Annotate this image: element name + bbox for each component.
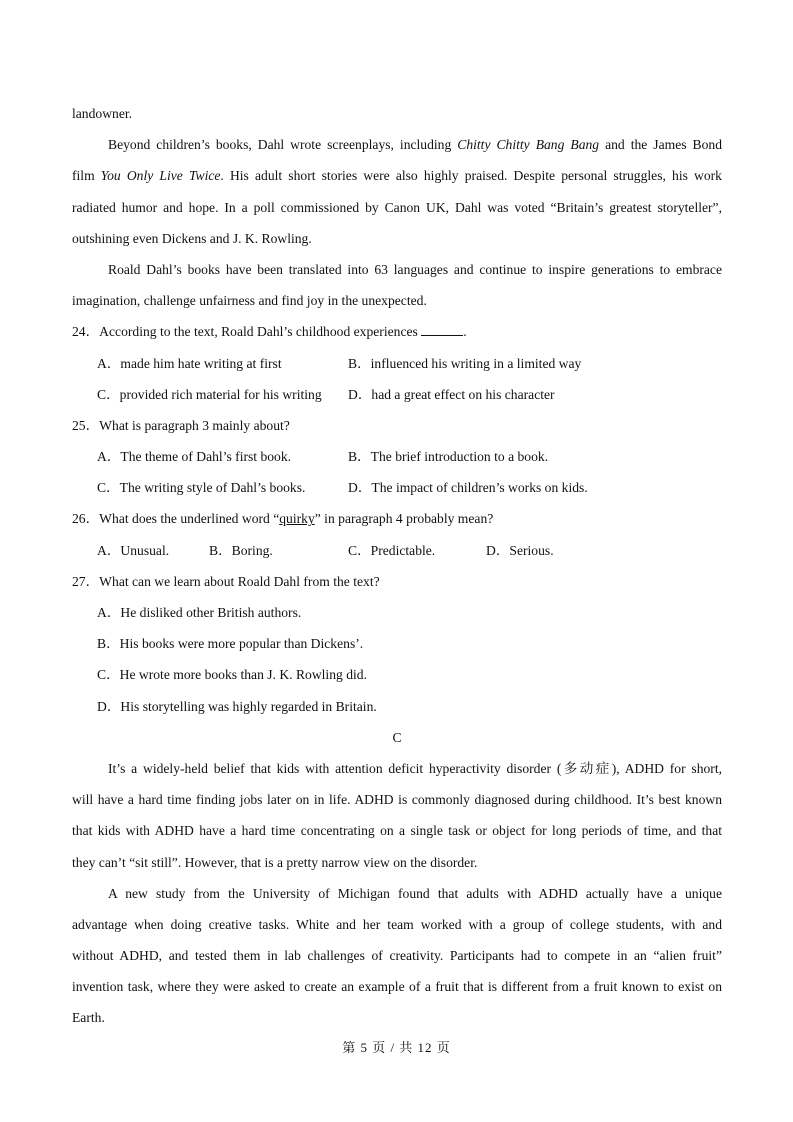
- text-span: and the James Bond: [599, 137, 722, 153]
- passage-c-heading: C: [392, 729, 402, 745]
- question-24-options-row-2: [72, 379, 722, 410]
- question-24-stem: [72, 316, 722, 347]
- passage-c-paragraph-1-line-4: they can’t “sit still”. However, that is a pretty narrow view on the disorder.: [72, 854, 478, 870]
- passage-b-paragraph-end: landowner.: [72, 106, 133, 121]
- passage-c-paragraph-2-line-1: A new study from the University of Michigan found that adults with ADHD actually have a unique: [108, 885, 722, 901]
- option-d: D．had a great effect on his character: [348, 386, 555, 402]
- question-25-stem: 25．What is paragraph 3 mainly about?: [72, 417, 290, 433]
- option-c: C．Predictable.: [348, 542, 436, 558]
- text-span: . His adult short stories were also highly praised. Despite personal struggles, his work: [220, 168, 722, 184]
- passage-c-paragraph-2-line-2: advantage when doing creative tasks. White and her team worked with a group of college students, with and: [72, 916, 722, 932]
- option-b: B．Boring.: [209, 542, 273, 558]
- option-a: A．Unusual.: [97, 542, 170, 558]
- passage-b-paragraph-1-line-4: outshining even Dickens and J. K. Rowling.: [72, 230, 312, 246]
- option-b: B．influenced his writing in a limited way: [348, 355, 582, 371]
- passage-c-paragraph-1-line-3: that kids with ADHD have a hard time concentrating on a single task or object for long periods of time, and that: [72, 823, 722, 839]
- passage-c-paragraph-2-line-3: without ADHD, and tested them in lab challenges of creativity. Participants had to compete in an “alien fruit”: [72, 948, 722, 964]
- passage-c-paragraph-2-line-5: Earth.: [72, 1010, 105, 1026]
- question-26-stem: [72, 503, 722, 534]
- stem-text: 26．What does the underlined word “: [72, 511, 280, 527]
- option-d: D．Serious.: [486, 542, 554, 558]
- stem-text: ” in paragraph 4 probably mean?: [314, 511, 494, 527]
- page-footer: 第 5 页 / 共 12 页: [342, 1040, 451, 1055]
- stem-end: .: [463, 324, 467, 340]
- option-a: A．He disliked other British authors.: [97, 605, 302, 620]
- question-26-options-row: [72, 535, 722, 566]
- option-a: A．made him hate writing at first: [97, 355, 282, 371]
- exam-page: [72, 98, 722, 1034]
- underlined-word: quirky: [279, 511, 315, 527]
- stem-text: 24．According to the text, Roald Dahl’s childhood experiences: [72, 324, 418, 340]
- option-d: D．The impact of children’s works on kids.: [348, 480, 588, 496]
- passage-c-paragraph-1-line-2: will have a hard time finding jobs later on in life. ADHD is commonly diagnosed during childhood. It’s best known: [72, 792, 722, 808]
- option-c: C．provided rich material for his writing: [97, 386, 322, 402]
- passage-b-paragraph-1-line-2: [72, 160, 722, 191]
- passage-c-paragraph-2-line-4: invention task, where they were asked to create an example of a fruit that is different from a fruit known to exist on: [72, 979, 722, 995]
- option-c: C．The writing style of Dahl’s books.: [97, 480, 306, 496]
- passage-b-paragraph-2-line-2: imagination, challenge unfairness and find joy in the unexpected.: [72, 293, 427, 309]
- passage-b-paragraph-1-line-3: radiated humor and hope. In a poll commissioned by Canon UK, Dahl was voted “Britain’s greatest storyteller”,: [72, 199, 722, 215]
- question-25-options-row-1: [72, 441, 722, 472]
- text-span: film: [72, 168, 101, 184]
- option-d: D．His storytelling was highly regarded in Britain.: [97, 698, 377, 714]
- option-b: B．The brief introduction to a book.: [348, 449, 549, 465]
- question-27-stem: 27．What can we learn about Roald Dahl from the text?: [72, 573, 380, 589]
- option-b: B．His books were more popular than Dickens’.: [97, 636, 364, 652]
- passage-c-paragraph-1-line-1: It’s a widely-held belief that kids with attention deficit hyperactivity disorder (多动症), ADHD for short,: [108, 760, 722, 776]
- option-a: A．The theme of Dahl’s first book.: [97, 449, 292, 465]
- answer-blank: [421, 323, 463, 336]
- option-c: C．He wrote more books than J. K. Rowling did.: [97, 667, 367, 683]
- passage-b-paragraph-1-line-1: [72, 129, 722, 160]
- question-25-options-row-2: [72, 472, 722, 503]
- passage-b-paragraph-2-line-1: Roald Dahl’s books have been translated into 63 languages and continue to inspire generations to embrace: [108, 261, 722, 277]
- film-title: You Only Live Twice: [100, 168, 221, 184]
- text-span: Beyond children’s books, Dahl wrote screenplays, including: [108, 137, 458, 153]
- film-title: Chitty Chitty Bang Bang: [457, 137, 600, 153]
- question-24-options-row-1: [72, 348, 722, 379]
